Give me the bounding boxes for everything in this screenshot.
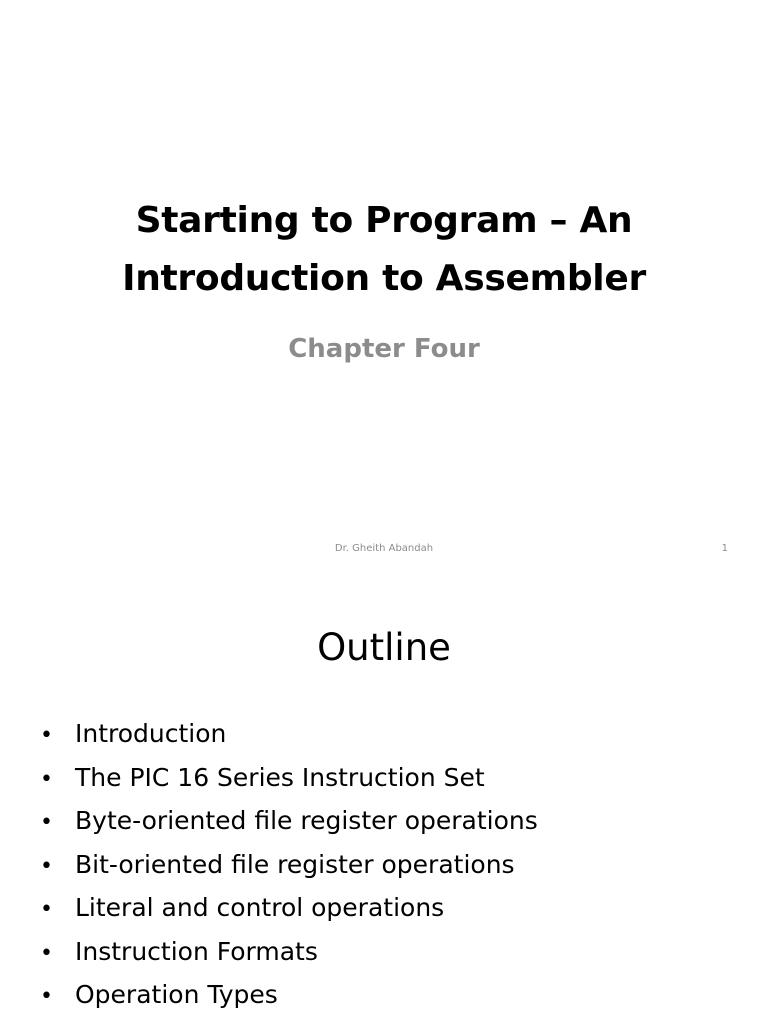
bullet-icon: • xyxy=(40,810,53,835)
slide-title-line-2: Introduction to Assembler xyxy=(122,258,646,299)
outline-slide xyxy=(0,576,768,1024)
slide-footer-author: Dr. Gheith Abandah xyxy=(334,543,434,554)
bullet-text: Instruction Formats xyxy=(75,936,318,966)
outline-title: Outline xyxy=(317,626,451,669)
bullet-item xyxy=(40,841,538,885)
bullet-icon: • xyxy=(40,766,53,792)
bullet-icon: • xyxy=(40,853,53,879)
bullet-text: Introduction xyxy=(75,719,227,748)
bullet-text: Bit-oriented file register operations xyxy=(75,849,515,879)
bullet-text: Byte-oriented file register operations xyxy=(75,806,538,835)
bullet-item xyxy=(40,797,538,841)
slide-title xyxy=(0,192,768,308)
bullet-text: The PIC 16 Series Instruction Set xyxy=(75,762,485,792)
bullet-text: Literal and control operations xyxy=(75,893,445,922)
bullet-item xyxy=(40,884,538,928)
bullet-item xyxy=(40,710,538,754)
bullet-item xyxy=(40,754,538,798)
bullet-icon: • xyxy=(40,984,53,1009)
outline-bullet-list xyxy=(40,710,538,1015)
slide-number: 1 xyxy=(721,543,728,554)
bullet-icon: • xyxy=(40,940,53,966)
slide-title-line-1: Starting to Program – An xyxy=(135,200,633,241)
slide-subtitle: Chapter Four xyxy=(288,334,480,364)
bullet-item xyxy=(40,928,538,972)
bullet-icon: • xyxy=(40,897,53,922)
bullet-icon: • xyxy=(40,723,53,748)
bullet-item xyxy=(40,971,538,1015)
bullet-text: Operation Types xyxy=(75,980,278,1009)
